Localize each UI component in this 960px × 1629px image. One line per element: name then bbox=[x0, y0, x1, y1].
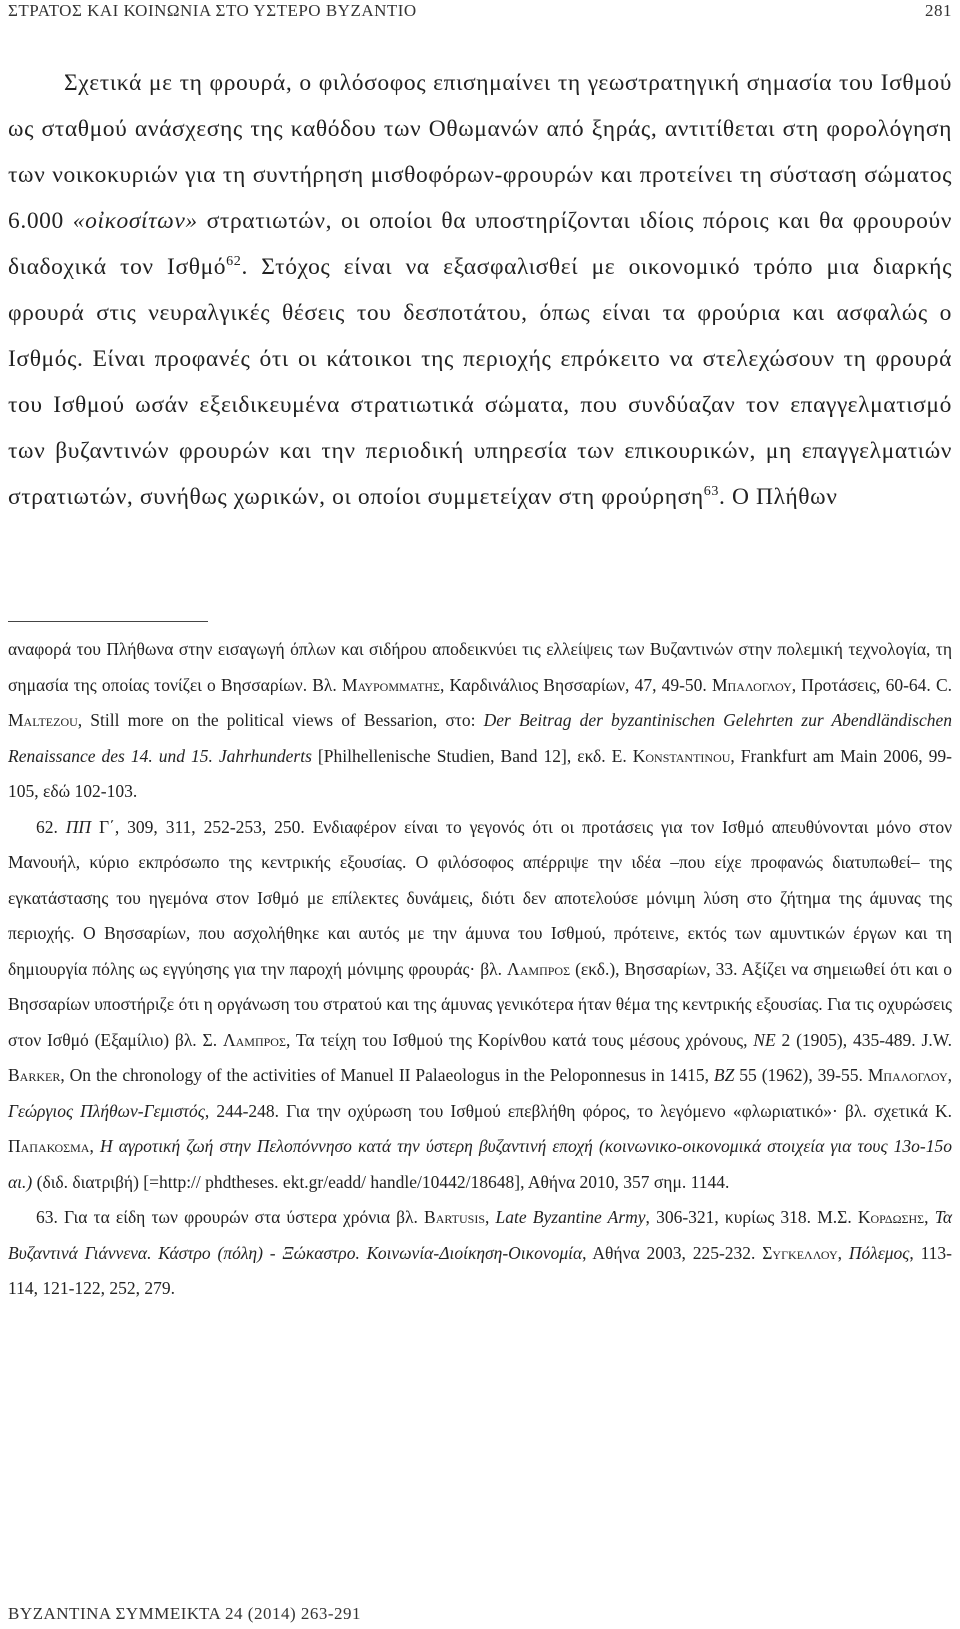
text-run: [Philhellenische Studien, Band 12], εκδ. E. bbox=[311, 745, 633, 766]
text-run: , bbox=[89, 1136, 100, 1156]
text-run: 2 (1905), 435-489. J.W. bbox=[775, 1029, 952, 1050]
text-run: , 244-248. Για την οχύρωση του Ισθμού επεβλήθη φόρος, το λεγόμενο «φλωριατικό»· βλ. σχετικά Κ. bbox=[204, 1100, 952, 1121]
text-run: , Frankfurt am Main 2006, 99-105, εδώ 102-103. bbox=[8, 745, 952, 801]
main-text bbox=[8, 60, 952, 520]
text-run: αναφορά του Πλήθωνα στην εισαγωγή όπλων και σιδήρου αποδεικνύει τις ελλείψεις των Βυζαντινών στην πολεμική τεχνολογία, τη σημασία της οποίας τονίζει ο Βησσαρίων. Βλ. bbox=[8, 639, 952, 695]
body-paragraph bbox=[8, 60, 952, 520]
book-title: Πόλεμος bbox=[848, 1242, 910, 1263]
text-run: (εκδ.), Βησσαρίων, 33. Αξίζει να σημειωθεί ότι και ο Βησσαρίων υποστήριζε ότι η οργάνωση του στρατού και της άμυνας γενικότερα ήταν θέμα της κεντρικής εξουσίας. Για τις οχυρώσεις στον Ισθμό (Εξαμίλιο) βλ. Σ. bbox=[8, 958, 952, 1050]
text-run: Γ΄, 309, 311, 252-253, 250. Ενδιαφέρον είναι το γεγονός ότι οι προτάσεις για τον Ισθμό απευθύνονται μόνο στον Μανουήλ, κύριο εκπρόσωπο της κεντρικής εξουσίας. Ο φιλόσοφος απέρριψε την ιδέα –που είχε προφανώς διατυπωθεί– της εγκατάστασης του ηγεμόνα στον Ισθμό με επίλεκτες δυνάμεις, διότι δεν αποτελούσε μόνιμη λύση στο ζήτημα της άμυνας της περιοχής. Ο Βησσαρίων, που ασχολήθηκε και αυτός με την άμυνα του Ισθμού, πρότεινε, εκτός των αμυντικών έργων και τη δημιουργία πόλης ως εγγύησης για την παροχή μόνιμης φρουράς· βλ. bbox=[8, 816, 953, 979]
book-title: Der Beitrag der byzantinischen Gelehrten zur Abendländischen Renaissance des 14. und 15. Jahrhunderts bbox=[8, 710, 952, 766]
text-run: , 113-114, 121-122, 252, 279. bbox=[8, 1242, 953, 1298]
text-run: , Προτάσεις, 60-64. C. bbox=[791, 674, 952, 695]
author-name: Συγκελλου bbox=[762, 1242, 838, 1263]
text-run: . Ο Πλήθων bbox=[719, 484, 838, 510]
author-name: Μπαλογλου bbox=[711, 674, 792, 695]
text-run: , Still more on the political views of Bessarion, στο: bbox=[77, 710, 484, 730]
text-run: , Τα τείχη του Ισθμού της Κορίνθου κατά τους μέσους χρόνους, bbox=[285, 1029, 754, 1050]
footnote-62 bbox=[8, 810, 952, 1201]
journal-abbrev: BZ bbox=[713, 1065, 735, 1085]
author-name: Παπακοσμα bbox=[8, 1136, 90, 1156]
author-name: Konstantinou bbox=[632, 745, 731, 766]
footnote-ref-63[interactable]: 63 bbox=[703, 483, 720, 500]
book-title: Late Byzantine Army bbox=[495, 1207, 646, 1227]
running-footer: ΒΥΖΑΝΤΙΝΑ ΣΥΜΜΕΙΚΤΑ 24 (2014) 263-291 bbox=[8, 1604, 362, 1623]
source-abbrev: ΠΠ bbox=[65, 816, 92, 837]
footnotes bbox=[8, 632, 952, 1307]
author-name: Λαμπρος bbox=[507, 958, 571, 979]
text-run: , Αθήνα 2003, 225-232. bbox=[582, 1242, 763, 1263]
text-run: , bbox=[837, 1242, 849, 1263]
text-run: 63. Για τα είδη των φρουρών στα ύστερα χρόνια βλ. bbox=[36, 1207, 425, 1227]
running-header bbox=[8, 0, 952, 30]
text-run: , bbox=[924, 1207, 935, 1227]
book-title: Γεώργιος Πλήθων-Γεμιστός bbox=[8, 1100, 205, 1121]
text-run: , bbox=[947, 1065, 953, 1085]
footnote-separator bbox=[8, 621, 208, 622]
page-number: 281 bbox=[925, 1, 952, 20]
author-name: Κορδωσης bbox=[857, 1207, 925, 1227]
author-name: Λαμπρος bbox=[222, 1029, 286, 1050]
text-run: (διδ. διατριβή) [=http:// phdtheses. ekt.gr/eadd/ handle/10442/18648], Αθήνα 2010, 357 σημ. 1144. bbox=[32, 1171, 730, 1192]
italic-term: «οἰκοσίτων» bbox=[72, 208, 198, 234]
author-name: Μπαλογλου bbox=[867, 1065, 948, 1085]
text-run: , On the chronology of the activities of Manuel II Palaeologus in the Peloponnesus in 1415, bbox=[60, 1065, 714, 1085]
running-title: ΣΤΡΑΤΟΣ ΚΑΙ ΚΟΙΝΩΝΙΑ ΣΤΟ ΥΣΤΕΡΟ ΒΥΖΑΝΤΙΟ bbox=[8, 1, 417, 20]
text-run: , 306-321, κυρίως 318. Μ.Σ. bbox=[645, 1207, 858, 1227]
journal-abbrev: ΝΕ bbox=[753, 1029, 776, 1050]
author-name: Bartusis bbox=[424, 1207, 486, 1227]
footnote-63 bbox=[8, 1200, 952, 1307]
text-run: , bbox=[485, 1207, 496, 1227]
author-name: Barker bbox=[8, 1065, 61, 1085]
text-run: στρατιωτών, οι οποίοι θα υποστηρίζονται ιδίοις πόροις και θα φρουρούν διαδοχικά τον Ισθμό bbox=[8, 208, 952, 280]
footnote-continuation bbox=[8, 632, 952, 810]
text-run: 62. bbox=[36, 816, 66, 837]
text-run: Σχετικά με τη φρουρά, ο φιλόσοφος επισημαίνει τη γεωστρατηγική σημασία του Ισθμού ως σταθμού ανάσχεσης της καθόδου των Οθωμανών από ξηράς, αντιτίθεται στη φορολόγηση των νοικοκυριών για τη συντήρηση μισθοφόρων-φρουρών και προτείνει τη σύσταση σώματος 6.000 bbox=[8, 70, 952, 234]
book-title: Τα Βυζαντινά Γιάννενα. Κάστρο (πόλη) - Ξώκαστρο. Κοινωνία-Διοίκηση-Οικονομία bbox=[8, 1207, 953, 1263]
footnote-ref-62[interactable]: 62 bbox=[226, 253, 242, 270]
text-run: , Καρδινάλιος Βησσαρίων, 47, 49-50. bbox=[440, 674, 712, 695]
text-run: . Στόχος είναι να εξασφαλισθεί με οικονομικό τρόπο μια διαρκής φρουρά στις νευραλγικές θέσεις του δεσποτάτου, όπως είναι τα φρούρια και ασφαλώς ο Ισθμός. Είναι προφανές ότι οι κάτοικοι της περιοχής επρόκειτο να στελεχώσουν τη φρουρά του Ισθμού ωσάν εξειδικευμένα στρατιωτικά σώματα, που συνδύαζαν τον επαγγελματισμό των βυζαντινών φρουρών και την περιοδική υπηρεσία των επικουρικών, μη επαγγελματιών στρατιωτών, συνήθως χωρικών, οι οποίοι συμμετείχαν στη φρούρηση bbox=[8, 254, 952, 510]
author-name: Μαυρομματης bbox=[341, 674, 441, 695]
text-run: 55 (1962), 39-55. bbox=[734, 1065, 868, 1085]
author-name: Maltezou bbox=[8, 710, 78, 730]
book-title: Η αγροτική ζωή στην Πελοπόννησο κατά την ύστερη βυζαντινή εποχή (κοινωνικο-οικονομικά στοιχεία για τους 13ο-15ο αι.) bbox=[8, 1136, 952, 1192]
